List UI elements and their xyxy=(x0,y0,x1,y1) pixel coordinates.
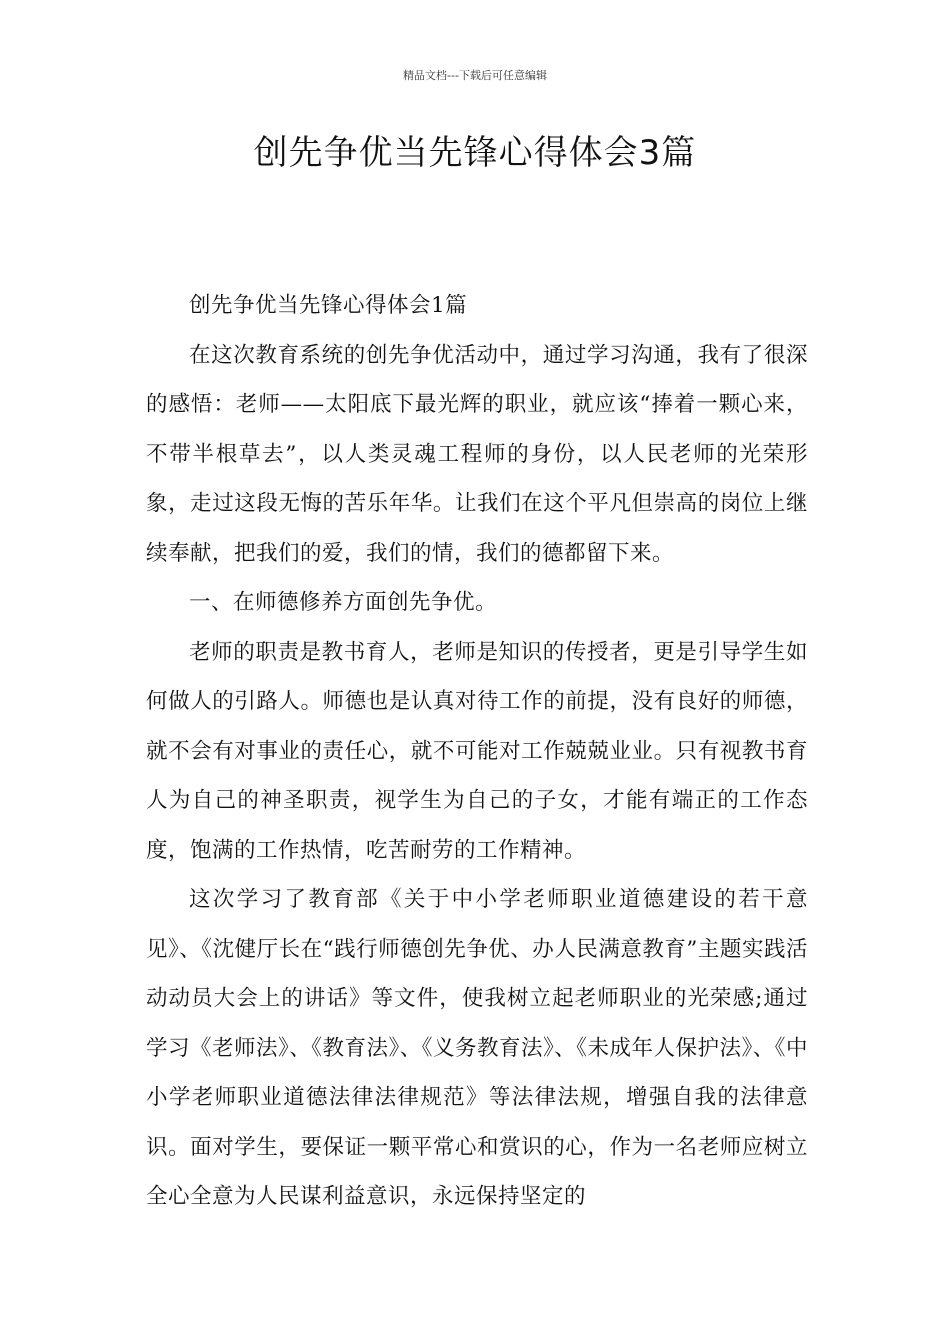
body-paragraph: 在这次教育系统的创先争优活动中，通过学习沟通，我有了很深的感悟：老师——太阳底下最光辉的职业，就应该“捧着一颗心来，不带半根草去”，以人类灵魂工程师的身份，以人民老师的光荣形象，走过这段无悔的苦乐年华。让我们在这个平凡但崇高的岗位上继续奉献，把我们的爱，我们的情，我们的德都留下来。 xyxy=(146,342,808,566)
body-paragraph: 这次学习了教育部《关于中小学老师职业道德建设的若干意见》、《沈健厅长在“践行师德创先争优、办人民满意教育”主题实践活动动员大会上的讲话》等文件，使我树立起老师职业的光荣感;通过学习《老师法》、《教育法》、《义务教育法》、《未成年人保护法》、《中小学老师职业道德法律法律规范》等法律法规，增强自我的法律意识。面对学生，要保证一颗平常心和赏识的心，作为一名老师应树立全心全意为人民谋利益意识，永远保持坚定的 xyxy=(146,887,809,1209)
document-title: 创先争优当先锋心得体会3篇 xyxy=(253,133,697,173)
header-note: 精品文档---下载后可任意编辑 xyxy=(403,69,547,82)
body-paragraph: 老师的职责是教书育人，老师是知识的传授者，更是引导学生如何做人的引路人。师德也是认真对待工作的前提，没有良好的师德，就不会有对事业的责任心，就不可能对工作兢兢业业。只有视教书育人为自己的神圣职责，视学生为自己的子女，才能有端正的工作态度，饱满的工作热情，吃苦耐劳的工作精神。 xyxy=(146,639,808,863)
section-heading: 一、在师德修养方面创先争优。 xyxy=(189,590,498,615)
section-heading: 创先争优当先锋心得体会1篇 xyxy=(189,293,468,318)
document-body xyxy=(146,281,808,1222)
